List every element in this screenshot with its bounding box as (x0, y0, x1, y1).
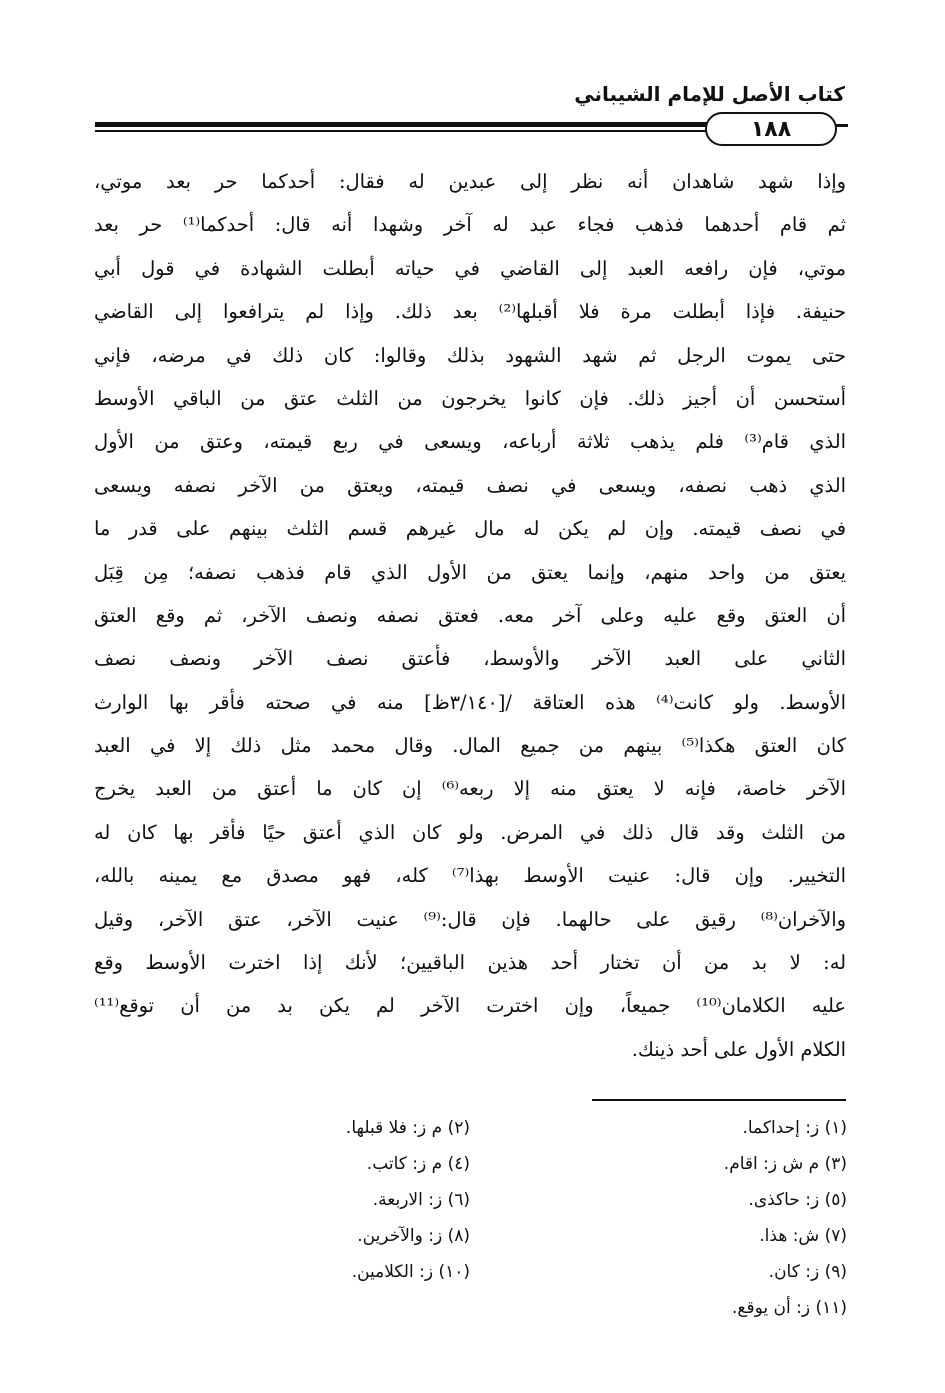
text-line: وإذا شهد شاهدان أنه نظر إلى عبدين له فقال: أحدكما حر بعد موتي، (94, 170, 846, 193)
footnotes-right-column (560, 1110, 847, 1326)
footnote: (٨) ز: والآخرين. (357, 1226, 470, 1246)
footnotes-left-column (140, 1110, 470, 1290)
text-line: عليه الكلامان⁽¹⁰⁾ جميعاً، وإن اخترت الآخر لم يكن بد من أن توقع⁽¹¹⁾ (94, 994, 846, 1018)
text-line: أستحسن أن أجيز ذلك. فإن كانوا يخرجون من الثلث عتق من الباقي الأوسط (94, 386, 846, 410)
page-number-badge (705, 112, 837, 146)
footnote: (٢) م ز: فلا قبلها. (345, 1118, 470, 1138)
text-line: موتي، فإن رافعه العبد إلى القاضي في حياته أبطلت الشهادة في قول أبي (94, 256, 846, 280)
footnote: (٤) م ز: كاتب. (366, 1154, 470, 1174)
text-line: من الثلث وقد قال ذلك في المرض. ولو كان الذي أعتق حيًا فأقر بها كان له (94, 820, 846, 844)
text-line: الذي قام⁽³⁾ فلم يذهب ثلاثة أرباعه، ويسعى في ربع قيمته، وعتق من الأول (94, 430, 846, 454)
text-line: الأوسط. ولو كانت⁽⁴⁾ هذه العتاقة /[٣/١٤٠ظ] منه في صحته فأقر بها الوارث (94, 690, 846, 714)
footnote: (١١) ز: أن يوقع. (732, 1298, 847, 1318)
text-line: كان العتق هكذا⁽⁵⁾ بينهم من جميع المال. وقال محمد مثل ذلك إلا في العبد (94, 734, 846, 758)
main-text (94, 160, 846, 1071)
text-line: الذي ذهب نصفه، ويسعى في نصف قيمته، ويعتق من الآخر نصفه ويسعى (94, 473, 846, 497)
text-line: له: لا بد من أن تختار أحد هذين الباقيين؛ لأنك إذا اخترت الأوسط وقع (94, 951, 846, 975)
footnote: (١) ز: إحداكما. (742, 1118, 847, 1138)
text-line: التخيير. وإن قال: عنيت الأوسط بهذا⁽⁷⁾ كله، فهو مصدق مع يمينه بالله، (94, 864, 846, 888)
running-header-title: كتاب الأصل للإمام الشيباني (574, 82, 845, 106)
text-line: يعتق من واحد منهم، وإنما يعتق من الأول الذي قام فذهب نصفه؛ مِن قِبَل (94, 560, 846, 584)
footnote: (٣) م ش ز: اقام. (723, 1154, 847, 1174)
page-number: ١٨٨ (750, 116, 792, 142)
footnote: (١٠) ز: الكلامين. (351, 1262, 470, 1282)
header-rule-bold (95, 122, 707, 127)
text-line: الثاني على العبد الآخر والأوسط، فأعتق نصف الآخر ونصف نصف (94, 647, 846, 671)
footnote: (٥) ز: حاكذى. (748, 1190, 847, 1210)
footnote-separator (592, 1099, 846, 1101)
footnote: (٦) ز: الاربعة. (372, 1190, 470, 1210)
text-line: حنيفة. فإذا أبطلت مرة فلا أقبلها⁽²⁾ بعد ذلك. وإذا لم يترافعوا إلى القاضي (94, 300, 846, 324)
text-line: الكلام الأول على أحد ذينك. (631, 1037, 846, 1061)
footnote: (٩) ز: كان. (768, 1262, 847, 1282)
text-line: ثم قام أحدهما فذهب فجاء عبد له آخر وشهدا أنه قال: أحدكما⁽¹⁾ حر بعد (94, 213, 846, 237)
text-line: حتى يموت الرجل ثم شهد الشهود بذلك وقالوا: كان ذلك في مرضه، فإني (94, 343, 846, 367)
text-line: في نصف قيمته. وإن لم يكن له مال غيرهم قسم الثلث بينهم على قدر ما (94, 517, 846, 541)
header-rule-thin (95, 130, 707, 132)
text-line: أن العتق وقع عليه وعلى آخر معه. فعتق نصفه ونصف الآخر، ثم وقع العتق (94, 603, 846, 627)
text-line: الآخر خاصة، فإنه لا يعتق منه إلا ربعه⁽⁶⁾ إن كان ما أعتق من العبد يخرج (94, 777, 846, 801)
text-line: والآخران⁽⁸⁾ رقيق على حالهما. فإن قال:⁽⁹⁾ عنيت الآخر، عتق الآخر، وقيل (94, 907, 846, 931)
footnote: (٧) ش: هذا. (759, 1226, 847, 1246)
